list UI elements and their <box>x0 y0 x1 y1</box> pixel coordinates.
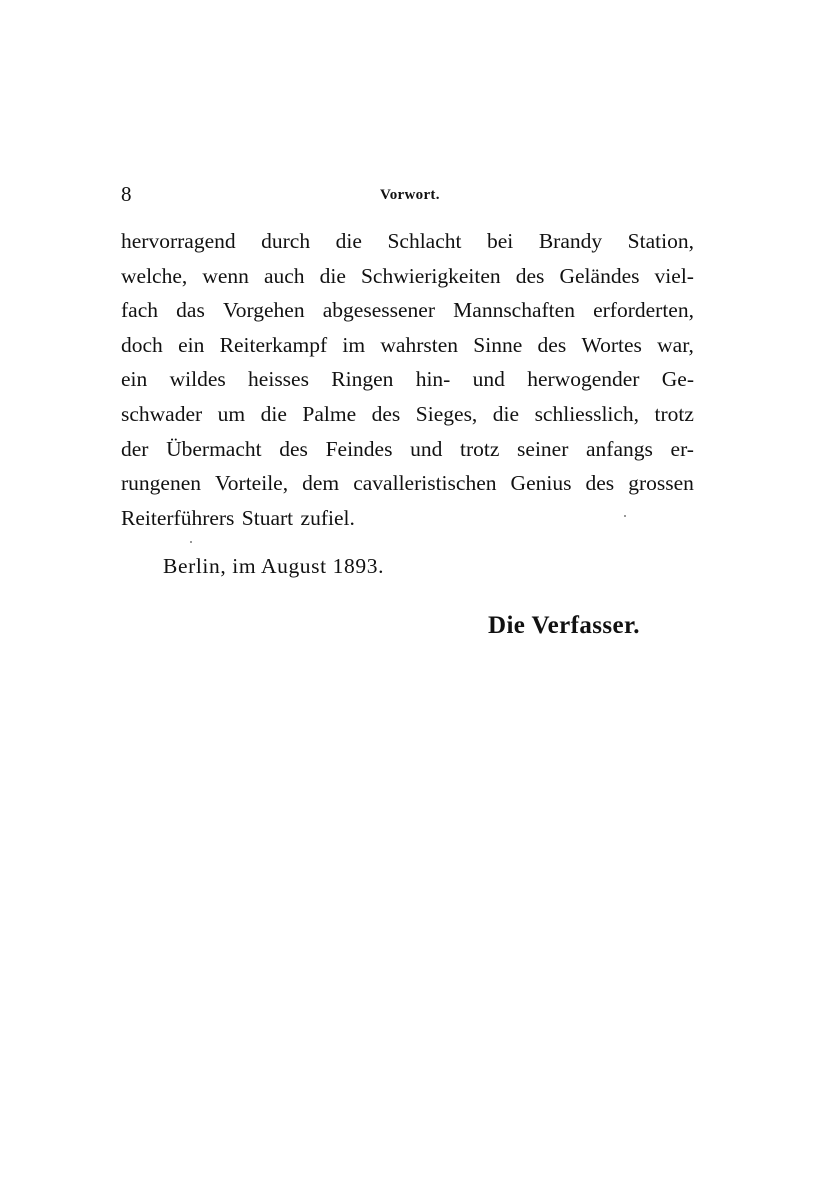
word: Wortes <box>581 332 642 357</box>
dateline: Berlin, im August 1893. <box>163 554 385 578</box>
word: fach <box>121 298 158 323</box>
word: trotz <box>459 436 500 461</box>
paragraph-line <box>121 466 694 501</box>
word: herwogender <box>527 367 640 392</box>
word: war, <box>657 332 694 357</box>
word: des <box>371 401 401 426</box>
word: heisses <box>248 367 309 392</box>
word: wenn <box>202 263 249 288</box>
word: hervorragend <box>121 229 236 253</box>
word: auch <box>263 263 305 288</box>
word: um <box>217 401 246 426</box>
word: Mannschaften <box>453 298 575 323</box>
word: wildes <box>169 367 226 392</box>
word: cavalleristischen <box>353 471 497 496</box>
paragraph-last-line: Reiterführers Stuart zufiel. <box>121 505 355 530</box>
word: seiner <box>517 436 569 461</box>
word: ein <box>121 367 148 392</box>
word: Ringen <box>331 367 394 392</box>
paper-speck <box>624 515 626 517</box>
word: er- <box>670 436 694 461</box>
paragraph-line <box>121 328 694 363</box>
word: anfangs <box>586 436 653 461</box>
word: Reiterkampf <box>219 332 328 357</box>
word: Sieges, <box>415 401 478 426</box>
paragraph-line <box>121 432 694 467</box>
word: ein <box>178 332 205 357</box>
word: doch <box>121 332 163 357</box>
word: im <box>342 332 366 357</box>
word: Geländes <box>559 263 640 288</box>
signature: Die Verfasser. <box>488 612 640 639</box>
word: und <box>410 436 443 461</box>
word: Station, <box>627 229 694 253</box>
word: der <box>121 436 149 461</box>
word: bei <box>487 229 514 253</box>
paper-speck <box>190 541 192 543</box>
word: die <box>335 229 362 253</box>
paragraph-line <box>121 293 694 328</box>
paragraph-line <box>121 397 694 432</box>
word: und <box>472 367 505 392</box>
word: Palme <box>302 401 357 426</box>
word: durch <box>261 229 311 253</box>
word: hin- <box>415 367 451 392</box>
running-head: Vorwort. <box>380 187 440 203</box>
body-paragraph <box>121 224 694 535</box>
word: rungenen <box>121 471 201 496</box>
word: des <box>279 436 308 461</box>
word: Schlacht <box>387 229 462 253</box>
word: schwader <box>121 401 203 426</box>
word: des <box>515 263 545 288</box>
word: des <box>585 471 615 496</box>
word: Übermacht <box>166 436 262 461</box>
word: erforderten, <box>593 298 694 323</box>
word: Ge- <box>661 367 694 392</box>
word: Schwierigkeiten <box>360 263 501 288</box>
word: schliesslich, <box>534 401 640 426</box>
word: grossen <box>628 471 694 496</box>
word: wahrsten <box>380 332 458 357</box>
paragraph-line <box>121 224 694 259</box>
word: Vorteile, <box>215 471 289 496</box>
word: die <box>260 401 287 426</box>
word: abgesessener <box>322 298 435 323</box>
word: Genius <box>510 471 572 496</box>
word: die <box>319 263 346 288</box>
word: welche, <box>121 263 188 288</box>
paragraph-line <box>121 259 694 294</box>
word: Vorgehen <box>222 298 305 323</box>
word: das <box>176 298 205 323</box>
word: trotz <box>654 401 694 426</box>
page-number: 8 <box>121 182 132 206</box>
paragraph-line <box>121 362 694 397</box>
word: die <box>492 401 520 426</box>
word: dem <box>302 471 340 496</box>
word: des <box>537 332 567 357</box>
word: Brandy <box>538 229 603 253</box>
word: Sinne <box>473 332 523 357</box>
word: viel- <box>654 263 694 288</box>
word: Feindes <box>325 436 393 461</box>
